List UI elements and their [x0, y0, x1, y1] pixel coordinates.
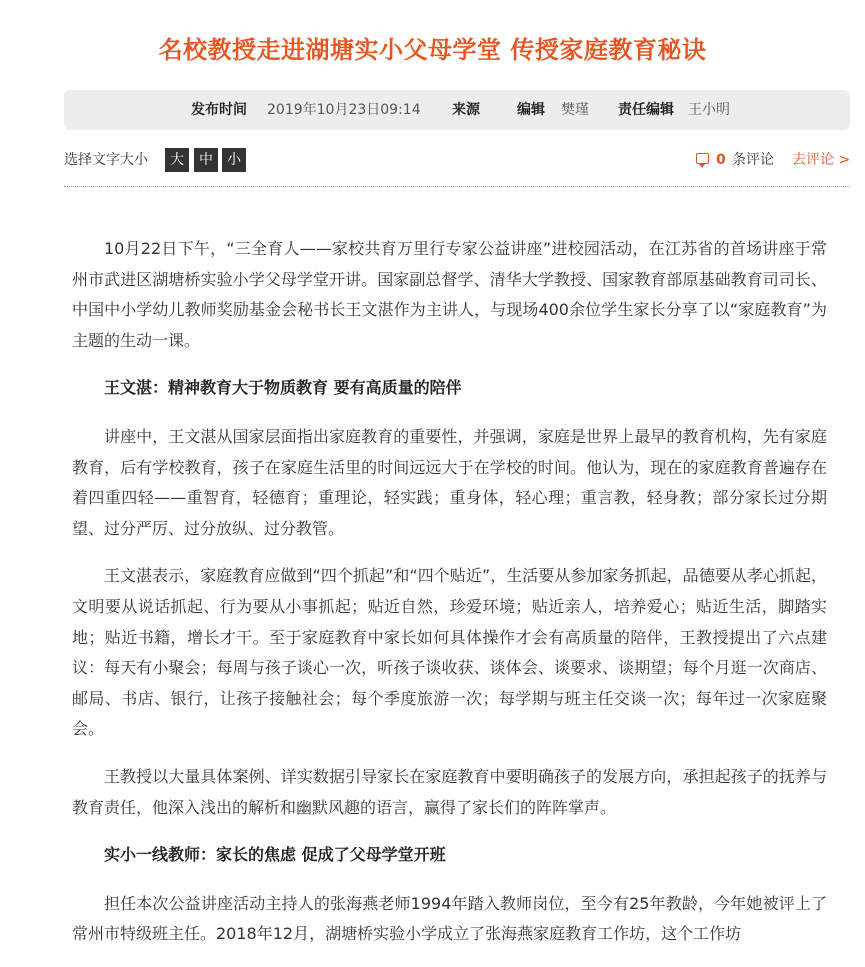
publish-time-value: 2019年10月23日09:14	[267, 102, 421, 118]
chief-editor-label: 责任编辑	[618, 102, 674, 118]
editor-label: 编辑	[517, 102, 545, 118]
go-comment-link[interactable]: 去评论 >	[792, 152, 851, 168]
article-meta-bar	[64, 90, 850, 130]
article-title: 名校教授走进湖塘实小父母学堂 传授家庭教育秘诀	[158, 36, 707, 64]
subheading: 王文湛：精神教育大于物质教育 要有高质量的陪伴	[104, 378, 462, 398]
divider	[64, 186, 850, 187]
paragraph: 担任本次公益讲座活动主持人的张海燕老师1994年踏入教师岗位，至今有25年教龄，今年她被评上了常州市特级班主任。2018年12月，湖塘桥实验小学成立了张海燕家庭教育工作坊，这个工作坊	[72, 893, 827, 944]
chief-editor-value: 王小明	[688, 102, 730, 118]
comment-count: 0	[716, 152, 726, 168]
paragraph: 王教授以大量具体案例、详实数据引导家长在家庭教育中要明确孩子的发展方向，承担起孩子的抚养与教育责任，他深入浅出的解析和幽默风趣的语言，赢得了家长们的阵阵掌声。	[72, 766, 827, 817]
paragraph: 王文湛表示，家庭教育应做到“四个抓起”和“四个贴近”，生活要从参加家务抓起，品德要从孝心抓起，文明要从说话抓起、行为要从小事抓起；贴近自然，珍爱环境；贴近亲人，培养爱心；贴近生活，脚踏实地；贴近书籍，增长才干。至于家庭教育中家长如何具体操作才会有高质量的陪伴，王教授提出了六点建议：每天有小聚会；每周与孩子谈心一次，听孩子谈收获、谈体会、谈要求、谈期望；每个月逛一次商店、邮局、书店、银行，让孩子接触社会；每个季度旅游一次；每学期与班主任交谈一次；每年过一次家庭聚会。	[72, 566, 827, 739]
editor-value: 樊瑾	[561, 102, 589, 118]
source-label: 来源	[452, 102, 480, 118]
font-size-large-button[interactable]: 大	[165, 148, 189, 172]
paragraph: 讲座中，王文湛从国家层面指出家庭教育的重要性，并强调，家庭是世界上最早的教育机构，先有家庭教育，后有学校教育，孩子在家庭生活里的时间远远大于在学校的时间。他认为，现在的家庭教育普遍存在着四重四轻——重智育，轻德育；重理论，轻实践；重身体，轻心理；重言教，轻身教；部分家长过分期望、过分严厉、过分放纵、过分教管。	[72, 426, 827, 538]
paragraph: 10月22日下午，“三全育人——家校共育万里行专家公益讲座”进校园活动，在江苏省的首场讲座于常州市武进区湖塘桥实验小学父母学堂开讲。国家副总督学、清华大学教授、国家教育部原基础教育司司长、中国中小学幼儿教师奖励基金会秘书长王文湛作为主讲人，与现场400余位学生家长分享了以“家庭教育”为主题的生动一课。	[72, 239, 827, 350]
publish-time-label: 发布时间	[191, 102, 247, 118]
font-size-small-button[interactable]: 小	[222, 148, 246, 172]
font-size-medium-button[interactable]: 中	[194, 148, 218, 172]
font-size-label: 选择文字大小	[64, 152, 148, 168]
article-body	[72, 234, 827, 967]
comment-unit-label: 条评论	[732, 152, 774, 168]
comment-icon	[696, 153, 709, 164]
subheading: 实小一线教师：家长的焦虑 促成了父母学堂开班	[104, 845, 446, 865]
